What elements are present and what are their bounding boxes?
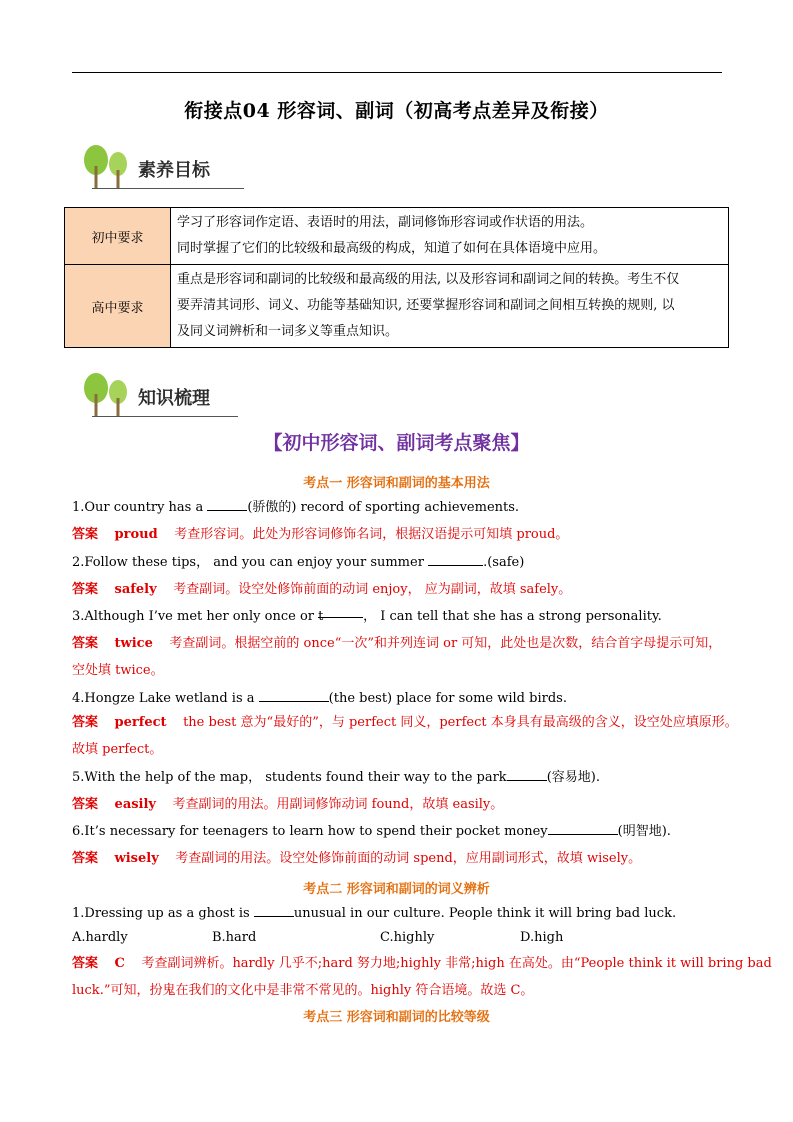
goals-table [64,207,729,348]
row-value [171,208,729,265]
answer-1: 答案 proud 考查形容词。此处为形容词修饰名词，根据汉语提示可知填 proud。 [72,527,569,542]
section-label: 素养目标 [138,160,210,181]
option-c: C.highly [380,930,435,945]
tree-icon [78,144,132,190]
focus-title: 【初中形容词、副词考点聚焦】 [263,432,530,454]
question-6: 6.It’s necessary for teenagers to learn how to spend their pocket money (明智地). [72,818,727,845]
table-row [65,265,729,348]
question-7: 1.Dressing up as a ghost is unusual in our culture. People think it will bring bad luck. [72,900,727,927]
options-row [72,924,727,951]
option-d: D.high [520,930,564,945]
answer-4-cont: 故填 perfect。 [72,742,163,757]
question-1: 1.Our country has a (骄傲的) record of sporting achievements. [72,494,727,521]
row-line: 学习了形容词作定语、表语时的用法，副词修饰形容词或作状语的用法。 [177,215,594,230]
row-key: 初中要求 [65,208,171,265]
answer-blank: t [318,603,363,618]
option-a: A.hardly [72,930,128,945]
answer-blank [259,687,329,702]
kp-heading-3: 考点三 形容词和副词的比较等级 [303,1010,490,1025]
answer-7-cont: luck.”可知，扮鬼在我们的文化中是非常不常见的。highly 符合语境。故选 C。 [72,983,534,998]
row-key: 高中要求 [65,265,171,348]
section-header-goals [78,144,258,190]
answer-blank [207,496,247,511]
section-underline [92,188,244,189]
section-header-knowledge [78,372,258,418]
question-2: 2.Follow these tips， and you can enjoy your summer .(safe) [72,549,727,576]
answer-5: 答案 easily 考查副词的用法。用副词修饰动词 found，故填 easily。 [72,797,504,812]
answer-2: 答案 safely 考查副词。设空处修饰前面的动词 enjoy， 应为副词，故填 safely。 [72,582,572,597]
answer-blank [507,766,547,781]
question-5: 5.With the help of the map， students found their way to the park (容易地). [72,764,727,791]
page-title: 衔接点04 形容词、副词（初高考点差异及衔接） [184,100,609,122]
row-line: 要弄清其词形、词义、功能等基础知识, 还要掌握形容词和副词之间相互转换的规则, 以 [177,298,675,313]
answer-3: 答案 twice 考查副词。根据空前的 once“一次”和并列连词 or 可知，此处也是次数，结合首字母提示可知， [72,636,722,651]
row-value [171,265,729,348]
answer-blank [254,902,294,917]
answer-3-cont: 空处填 twice。 [72,663,164,678]
answer-blank [428,551,483,566]
table-row [65,208,729,265]
section-label: 知识梳理 [138,388,210,409]
tree-icon [78,372,132,418]
row-line: 重点是形容词和副词的比较级和最高级的用法, 以及形容词和副词之间的转换。考生不仅 [177,272,680,287]
answer-6: 答案 wisely 考查副词的用法。设空处修饰前面的动词 spend，应用副词形式，故填 wisely。 [72,851,642,866]
answer-blank [548,820,618,835]
row-line: 同时掌握了它们的比较级和最高级的构成，知道了如何在具体语境中应用。 [177,241,607,256]
kp-heading-1: 考点一 形容词和副词的基本用法 [303,476,490,491]
header-rule [72,72,722,73]
answer-7: 答案 C 考查副词辨析。hardly 几乎不;hard 努力地;highly 非常;high 在高处。由“People think it will bring bad [72,956,772,971]
kp-heading-2: 考点二 形容词和副词的词义辨析 [303,882,490,897]
question-3: 3.Although I’ve met her only once or t ， I can tell that she has a strong personality. [72,603,727,630]
question-4: 4.Hongze Lake wetland is a (the best) place for some wild birds. [72,685,727,712]
answer-4: 答案 perfect the best 意为“最好的”，与 perfect 同义，perfect 本身具有最高级的含义，设空处应填原形。 [72,715,738,730]
row-line: 及同义词辨析和一词多义等重点知识。 [177,324,399,339]
option-b: B.hard [212,930,257,945]
section-underline [92,416,238,417]
